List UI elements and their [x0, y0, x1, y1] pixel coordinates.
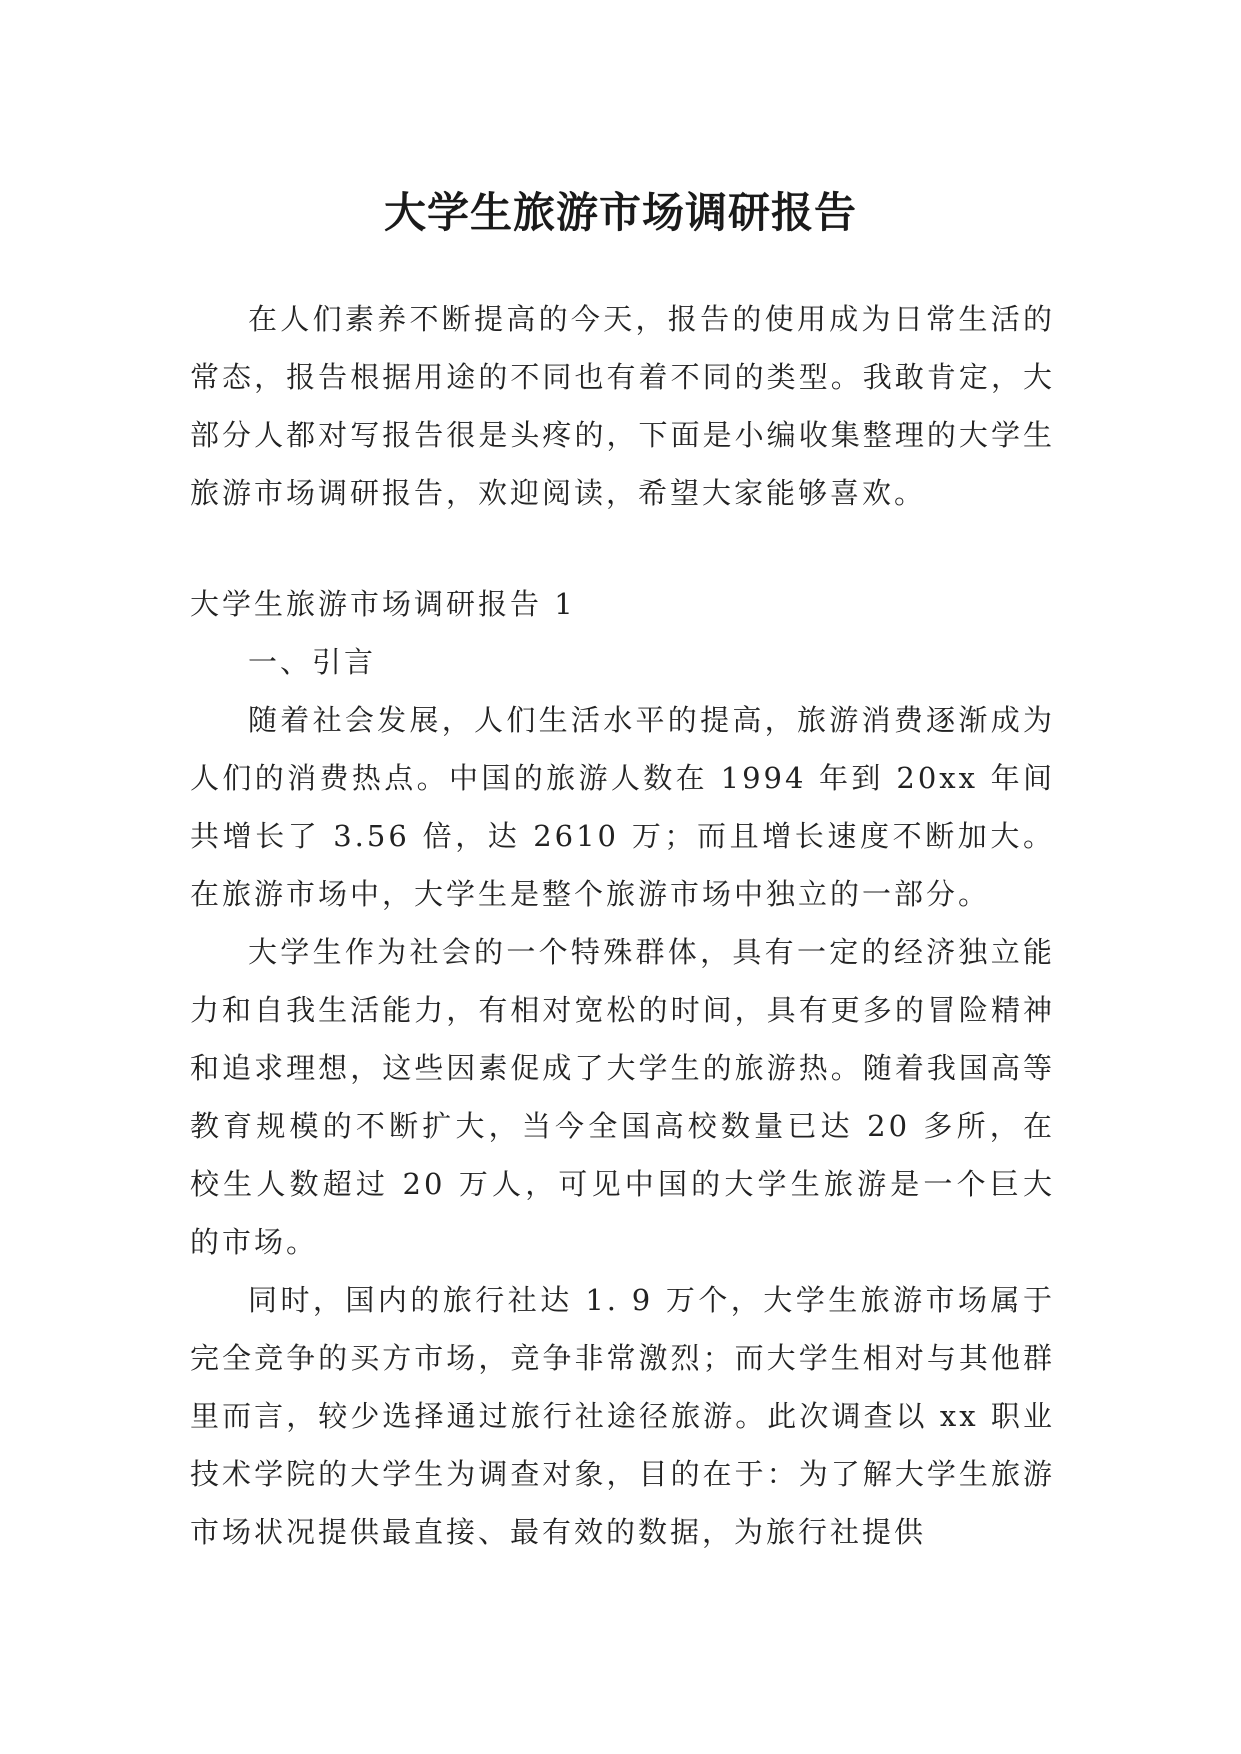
body-paragraph-1: 随着社会发展，人们生活水平的提高，旅游消费逐渐成为人们的消费热点。中国的旅游人数在 1994 年到 20xx 年间共增长了 3.56 倍，达 2610 万；而且增长速度不断加大。在旅游市场中，大学生是整个旅游市场中独立的一部分。 [190, 703, 1055, 911]
body-paragraph-2: 大学生作为社会的一个特殊群体，具有一定的经济独立能力和自我生活能力，有相对宽松的时间，具有更多的冒险精神和追求理想，这些因素促成了大学生的旅游热。随着我国高等教育规模的不断扩大，当今全国高校数量已达 20 多所，在校生人数超过 20 万人，可见中国的大学生旅游是一个巨大的市场。 [190, 935, 1055, 1259]
intro-paragraph: 在人们素养不断提高的今天，报告的使用成为日常生活的常态，报告根据用途的不同也有着不同的类型。我敢肯定，大部分人都对写报告很是头疼的，下面是小编收集整理的大学生旅游市场调研报告，欢迎阅读，希望大家能够喜欢。 [190, 302, 1055, 510]
section-title: 大学生旅游市场调研报告 1 [190, 587, 576, 621]
document-title: 大学生旅游市场调研报告 [383, 188, 857, 238]
intro-block [190, 290, 1055, 522]
report-body [190, 575, 1055, 1561]
body-paragraph-3: 同时，国内的旅行社达 1. 9 万个，大学生旅游市场属于完全竞争的买方市场，竞争非常激烈；而大学生相对与其他群里而言，较少选择通过旅行社途径旅游。此次调查以 xx 职业技术学院的大学生为调查对象，目的在于：为了解大学生旅游市场状况提供最直接、最有效的数据，为旅行社提供 [190, 1283, 1055, 1549]
heading-introduction: 一、引言 [248, 645, 377, 679]
